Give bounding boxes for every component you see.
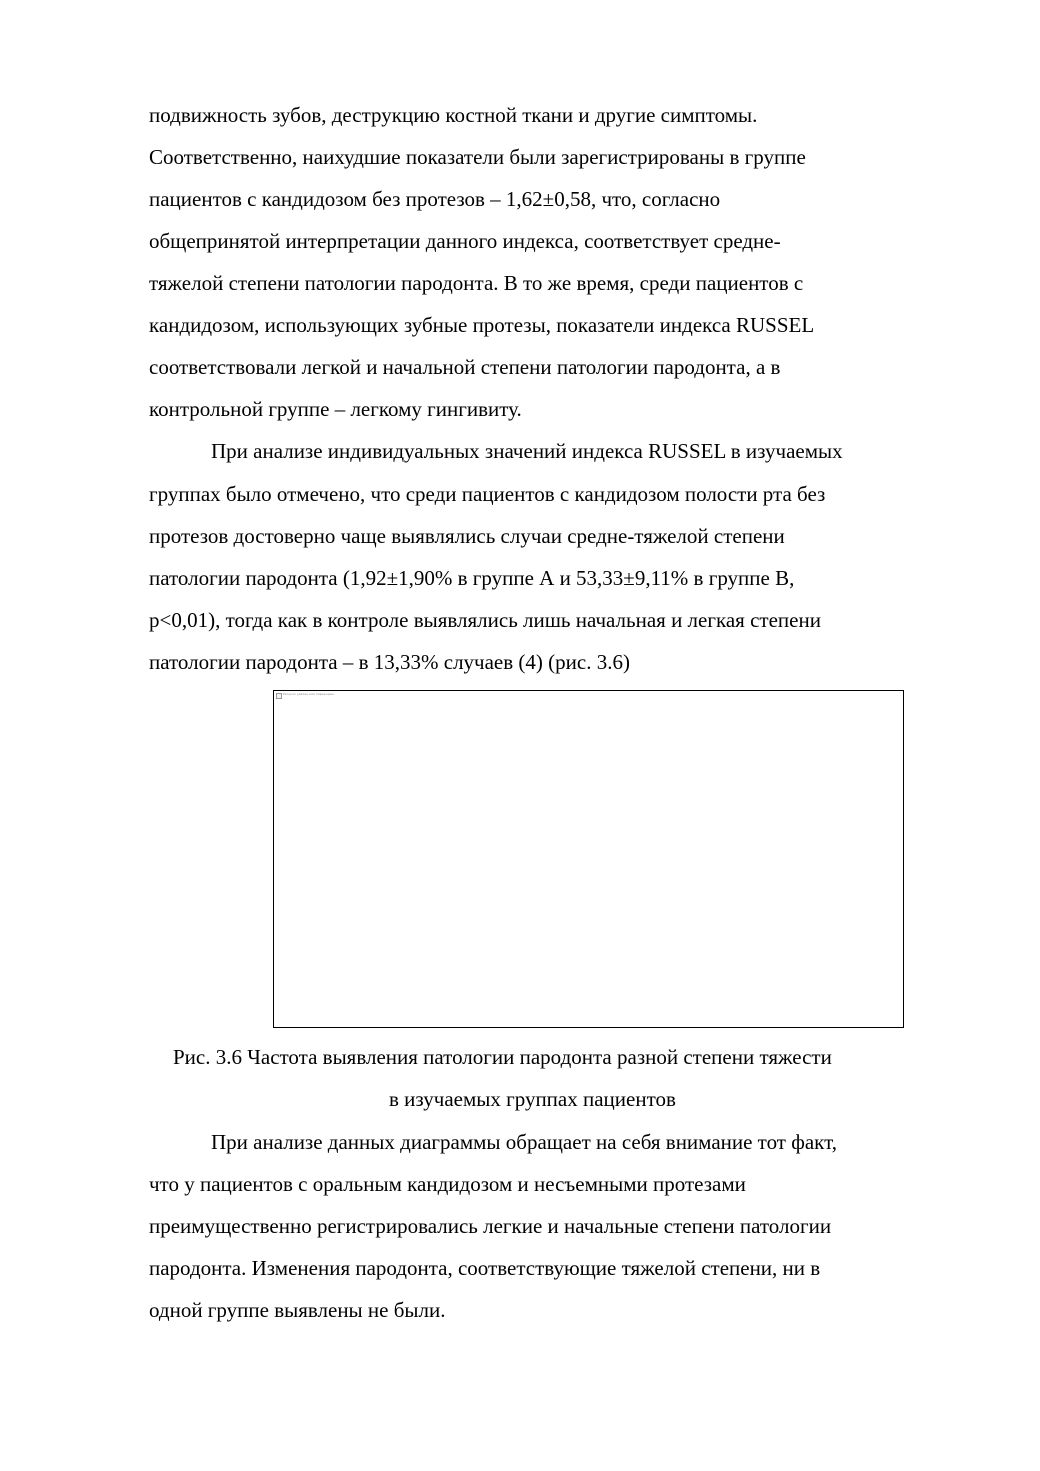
caption-line: Рис. 3.6 Частота выявления патологии пародонта разной степени тяжести: [173, 1045, 832, 1069]
text-line: контрольной группе – легкому гингивиту.: [149, 397, 522, 421]
text-line: преимущественно регистрировались легкие и начальные степени патологии: [149, 1214, 832, 1238]
text-line: соответствовали легкой и начальной степени патологии пародонта, а в: [149, 355, 781, 379]
text-line: кандидозом, использующих зубные протезы, показатели индекса RUSSEL: [149, 313, 815, 337]
text-line: общепринятой интерпретации данного индекса, соответствует средне-: [149, 229, 781, 253]
text-line: патологии пародонта – в 13,33% случаев (4) (рис. 3.6): [149, 650, 630, 674]
text-line: патологии пародонта (1,92±1,90% в группе А и 53,33±9,11% в группе В,: [149, 566, 795, 590]
caption-line: в изучаемых группах пациентов: [389, 1087, 676, 1111]
text-line: пародонта. Изменения пародонта, соответствующие тяжелой степени, ни в: [149, 1256, 821, 1280]
broken-image-icon: [276, 693, 282, 699]
text-line: тяжелой степени патологии пародонта. В то же время, среди пациентов с: [149, 271, 804, 295]
text-line: p<0,01), тогда как в контроле выявлялись лишь начальная и легкая степени: [149, 608, 821, 632]
text-line: При анализе данных диаграммы обращает на себя внимание тот факт,: [211, 1130, 837, 1154]
text-line: При анализе индивидуальных значений индекса RUSSEL в изучаемых: [211, 439, 843, 463]
text-line: Соответственно, наихудшие показатели были зарегистрированы в группе: [149, 145, 806, 169]
text-line: что у пациентов с оральным кандидозом и несъемными протезами: [149, 1172, 746, 1196]
text-line: группах было отмечено, что среди пациентов с кандидозом полости рта без: [149, 482, 826, 506]
figure-image-placeholder: [273, 690, 904, 1028]
text-line: подвижность зубов, деструкцию костной ткани и другие симптомы.: [149, 103, 758, 127]
text-line: одной группе выявлены не были.: [149, 1298, 446, 1322]
broken-image-text: Рисунок удален или поврежден: [283, 692, 334, 696]
text-line: протезов достоверно чаще выявлялись случаи средне-тяжелой степени: [149, 524, 785, 548]
text-line: пациентов с кандидозом без протезов – 1,62±0,58, что, согласно: [149, 187, 721, 211]
